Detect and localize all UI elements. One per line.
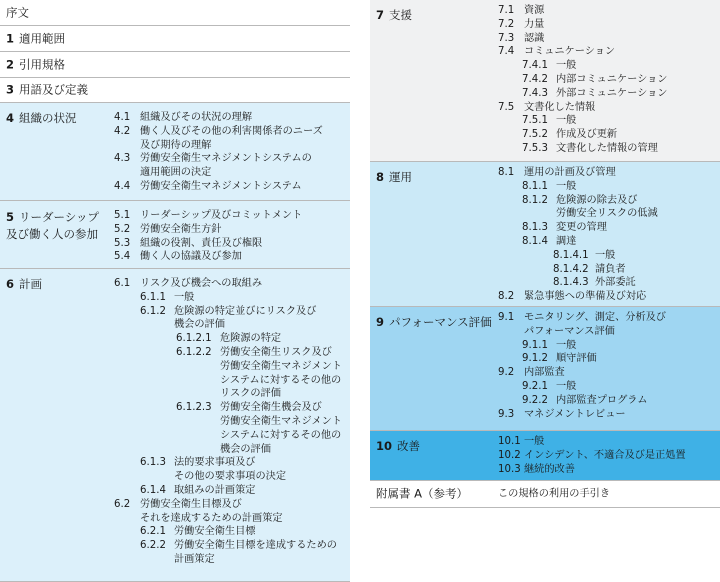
toc-entry <box>522 339 576 352</box>
entry-title: 内部コミュニケーション <box>556 74 668 85</box>
entry-number: 6.1.2.2 <box>176 347 212 358</box>
entry-number: 7.5.1 <box>522 115 548 127</box>
toc-entry <box>553 249 615 262</box>
entry-number: 4.4 <box>114 181 131 192</box>
toc-entry <box>522 194 638 207</box>
entry-title: 力量 <box>524 18 545 30</box>
section-title <box>6 5 29 20</box>
entry-title: 継続的改善 <box>524 463 575 475</box>
entry-title: 内部監査 <box>524 367 565 379</box>
toc-section-preface <box>0 0 350 26</box>
toc-section-s1 <box>0 26 350 52</box>
toc-section-s3 <box>0 78 350 103</box>
entry-number: 9.3 <box>498 408 515 420</box>
toc-entry <box>114 223 222 236</box>
section-number: 4 <box>6 111 15 125</box>
section-title <box>376 8 412 23</box>
section-title <box>6 83 88 98</box>
entry-number: 4.3 <box>114 153 131 165</box>
entry-title: システムに対するその他の <box>220 429 342 441</box>
section-title-text: パフォーマンス評価 <box>389 315 492 329</box>
toc-entry <box>522 352 597 365</box>
entry-number: 9.2.1 <box>522 381 548 392</box>
annex-note: この規格の利用の手引き <box>498 488 611 500</box>
toc-entry <box>176 346 332 359</box>
entry-number: 7.2 <box>498 18 515 30</box>
entry-title: 組織の役割、責任及び権限 <box>140 237 263 249</box>
toc-entry <box>522 207 658 220</box>
toc-entry <box>176 401 322 414</box>
entry-title: 労働安全衛生マネジメントシステムの <box>140 153 312 165</box>
section-number: 9 <box>376 315 385 329</box>
entry-title: 労働安全衛生マネジメント <box>220 416 342 427</box>
entry-title: 請負者 <box>595 263 626 275</box>
entry-title: 文書化した情報 <box>524 101 596 113</box>
section-title <box>6 111 77 126</box>
toc-entry <box>498 166 616 179</box>
entry-number: 8.1.4.2 <box>553 263 589 275</box>
entry-title: 労働安全衛生リスク及び <box>220 347 332 358</box>
toc-section-s4 <box>0 103 350 201</box>
entry-title: 危険源の特定並びにリスク及び <box>174 305 317 317</box>
entry-number: 9.1.1 <box>522 339 548 351</box>
section-title-text: 適用範囲 <box>19 31 66 45</box>
entry-number: 7.1 <box>498 5 515 16</box>
entry-title: 調達 <box>556 236 577 247</box>
section-title-text: 運用 <box>389 170 413 184</box>
entry-title: その他の要求事項の決定 <box>174 471 287 483</box>
entry-number: 5.4 <box>114 251 131 263</box>
toc-entry <box>114 512 283 525</box>
entry-title: 適用範囲の決定 <box>140 167 212 179</box>
entry-title: 労働安全リスクの低減 <box>556 208 658 220</box>
entry-number: 7.5.3 <box>522 143 548 154</box>
entry-title: 法的要求事項及び <box>174 457 256 469</box>
toc-entry <box>114 498 242 511</box>
toc-entry <box>114 166 211 179</box>
entry-number: 9.1 <box>498 312 515 323</box>
toc-entry <box>140 553 215 566</box>
entry-number: 8.1.4 <box>522 236 548 247</box>
toc-entry <box>522 380 576 393</box>
toc-entry <box>498 45 615 58</box>
section-number: 2 <box>6 57 15 71</box>
entry-title: 文書化した情報の管理 <box>556 143 658 154</box>
entry-number: 5.2 <box>114 223 131 235</box>
section-title-line: リーダーシップ <box>19 210 100 224</box>
entry-number: 7.4 <box>498 46 515 58</box>
entry-title: 及び期待の理解 <box>140 139 212 151</box>
toc-entry <box>522 180 576 193</box>
entry-number: 8.2 <box>498 291 515 303</box>
toc-entry <box>176 415 342 428</box>
entry-title: リスクの評価 <box>220 388 281 400</box>
toc-entry <box>553 263 626 276</box>
entry-number: 8.1.1 <box>522 180 548 192</box>
toc-entry <box>522 128 617 141</box>
entry-number: 6.2 <box>114 498 131 510</box>
section-title <box>376 487 468 502</box>
section-title <box>376 170 412 185</box>
toc-entry <box>498 4 544 17</box>
entry-title: モニタリング、測定、分析及び <box>524 312 667 323</box>
entry-number: 9.2.2 <box>522 394 548 406</box>
toc-entry <box>498 311 666 324</box>
toc-section-s8 <box>370 162 720 307</box>
toc-left-column <box>0 0 350 582</box>
section-number: 3 <box>6 82 15 97</box>
entry-title: 労働安全衛生目標を達成するための <box>174 540 337 552</box>
section-title <box>6 209 99 243</box>
entry-title: 計画策定 <box>174 554 215 565</box>
entry-title: 一般 <box>556 339 577 351</box>
toc-entry <box>114 152 312 165</box>
toc-entry <box>114 180 302 193</box>
toc-entry <box>114 111 252 124</box>
toc-entry <box>498 435 544 448</box>
section-title-text: 組織の状況 <box>19 111 77 125</box>
entry-number: 7.5.2 <box>522 129 548 141</box>
toc-entry <box>498 18 544 31</box>
entry-title: パフォーマンス評価 <box>524 325 615 337</box>
toc-entry <box>176 360 342 373</box>
toc-entry <box>114 209 302 222</box>
entry-number: 4.1 <box>114 112 131 123</box>
toc-entry <box>176 387 281 400</box>
section-title <box>6 57 65 72</box>
entry-number: 6.2.2 <box>140 540 166 552</box>
entry-title: 労働安全衛生方針 <box>140 223 222 235</box>
toc-entry <box>114 237 262 250</box>
entry-number: 6.1.1 <box>140 291 166 303</box>
entry-number: 7.3 <box>498 32 515 44</box>
entry-title: 労働安全衛生目標及び <box>140 498 242 510</box>
toc-section-s6 <box>0 269 350 582</box>
entry-title: 緊急事態への準備及び対応 <box>524 291 647 303</box>
toc-entry <box>114 277 262 290</box>
entry-number: 6.1.2.1 <box>176 333 212 345</box>
entry-title: システムに対するその他の <box>220 374 342 386</box>
section-title-line: 及び働く人の参加 <box>6 227 98 241</box>
toc-entry <box>114 139 211 152</box>
entry-title: 働く人の協議及び参加 <box>140 251 242 263</box>
toc-section-s2 <box>0 52 350 78</box>
entry-number: 9.1.2 <box>522 353 548 365</box>
entry-number: 6.2.1 <box>140 526 166 538</box>
entry-number: 6.1.2 <box>140 305 166 317</box>
entry-number: 6.1.3 <box>140 457 166 469</box>
toc-entry <box>140 456 256 469</box>
toc-entry <box>140 305 316 318</box>
toc-entry <box>522 142 658 155</box>
entry-title: 労働安全衛生マネジメントシステム <box>140 181 302 192</box>
entry-title: 認識 <box>524 32 545 44</box>
entry-number: 10.3 <box>498 463 521 475</box>
toc-entry <box>522 221 607 234</box>
entry-title: 一般 <box>556 115 577 127</box>
entry-number: 6.1.2.3 <box>176 402 212 414</box>
entry-number: 7.5 <box>498 101 515 113</box>
toc-entry <box>140 318 225 331</box>
toc-entry <box>522 114 576 127</box>
toc-entry <box>522 59 576 72</box>
entry-title: 危険源の除去及び <box>556 194 638 206</box>
toc-section-s7 <box>370 0 720 162</box>
section-title <box>376 315 492 330</box>
toc-entry <box>140 525 256 538</box>
toc-entry <box>553 276 636 289</box>
toc-entry <box>498 366 565 379</box>
toc-entry <box>522 394 648 407</box>
entry-title: 順守評価 <box>556 353 597 365</box>
toc-entry <box>140 291 194 304</box>
entry-title: リーダーシップ及びコミットメント <box>140 210 303 221</box>
entry-title: 外部委託 <box>595 277 636 289</box>
entry-title: それを達成するための計画策定 <box>140 512 283 524</box>
entry-title: コミュニケーション <box>524 46 616 58</box>
entry-title: 作成及び更新 <box>556 129 618 141</box>
entry-title: 一般 <box>595 249 616 261</box>
entry-title: 外部コミュニケーション <box>556 87 668 99</box>
toc-entry <box>498 408 626 421</box>
section-number: 7 <box>376 8 385 22</box>
entry-number: 8.1.2 <box>522 194 548 206</box>
toc-entry <box>498 290 646 303</box>
entry-number: 10.1 <box>498 436 521 447</box>
entry-number: 7.4.2 <box>522 74 548 85</box>
entry-number: 9.2 <box>498 367 515 379</box>
entry-title: 労働安全衛生目標 <box>174 526 256 538</box>
toc-entry <box>176 443 271 456</box>
entry-title: 一般 <box>174 291 195 303</box>
section-title-text: 改善 <box>397 439 421 453</box>
entry-title: 機会の評価 <box>220 443 271 455</box>
toc-section-s5 <box>0 201 350 269</box>
entry-number: 4.2 <box>114 125 131 137</box>
entry-number: 8.1.4.1 <box>553 249 589 261</box>
entry-title: マネジメントレビュー <box>524 408 626 420</box>
toc-entry <box>114 125 323 138</box>
toc-entry <box>522 235 576 248</box>
entry-title: 資源 <box>524 5 545 16</box>
entry-number: 5.3 <box>114 237 131 249</box>
entry-title: 内部監査プログラム <box>556 394 648 406</box>
entry-title: 労働安全衛生機会及び <box>220 402 322 414</box>
entry-title: 一般 <box>556 180 577 192</box>
entry-title: 機会の評価 <box>174 319 225 331</box>
entry-title: 危険源の特定 <box>220 333 282 345</box>
entry-title: 変更の管理 <box>556 222 607 234</box>
entry-title: 一般 <box>556 60 577 72</box>
toc-section-s10 <box>370 431 720 481</box>
section-number: 8 <box>376 170 385 184</box>
toc-entry <box>176 374 341 387</box>
entry-number: 6.1.4 <box>140 485 166 496</box>
toc-entry <box>498 449 686 462</box>
entry-number: 8.1.3 <box>522 222 548 234</box>
entry-number: 10.2 <box>498 449 521 461</box>
toc-entry <box>498 101 595 114</box>
toc-entry <box>522 73 667 86</box>
entry-number: 8.1 <box>498 167 515 178</box>
entry-title: 働く人及びその他の利害関係者のニーズ <box>140 125 323 137</box>
section-title <box>6 277 42 292</box>
toc-entry <box>140 539 337 552</box>
entry-title: リスク及び機会への取組み <box>140 278 263 289</box>
section-number: 6 <box>6 277 15 291</box>
toc-entry <box>140 484 256 497</box>
entry-title: 一般 <box>556 381 577 392</box>
toc-section-s9 <box>370 307 720 431</box>
entry-number: 7.4.1 <box>522 60 548 72</box>
entry-title: 組織及びその状況の理解 <box>140 112 253 123</box>
section-number: 10 <box>376 439 393 453</box>
toc-entry <box>114 250 242 263</box>
toc-entry <box>498 325 615 338</box>
section-title-text: 序文 <box>6 5 29 19</box>
entry-title: 運用の計画及び管理 <box>524 167 616 178</box>
entry-title: インシデント、不適合及び是正処置 <box>524 449 686 461</box>
section-title-text: 用語及び定義 <box>19 82 89 97</box>
section-number: 5 <box>6 210 15 224</box>
toc-entry <box>498 32 544 45</box>
section-title-text: 附属書 A（参考） <box>376 486 469 501</box>
section-number: 1 <box>6 31 15 45</box>
section-title <box>376 439 420 454</box>
entry-number: 6.1 <box>114 278 131 289</box>
toc-entry <box>498 463 575 476</box>
section-title-text: 支援 <box>389 8 413 22</box>
toc-entry <box>176 332 281 345</box>
toc-right-column <box>370 0 720 508</box>
section-title-text: 計画 <box>19 277 43 291</box>
section-title-text: 引用規格 <box>19 57 66 71</box>
section-title <box>6 31 65 46</box>
entry-number: 7.4.3 <box>522 87 548 99</box>
entry-title: 一般 <box>524 436 545 447</box>
entry-number: 5.1 <box>114 210 131 221</box>
entry-title: 取組みの計画策定 <box>174 485 256 496</box>
toc-section-annex <box>370 481 720 508</box>
entry-title: 労働安全衛生マネジメント <box>220 360 342 372</box>
toc-entry <box>522 87 667 100</box>
toc-entry <box>140 470 286 483</box>
entry-number: 8.1.4.3 <box>553 277 589 289</box>
toc-entry <box>176 429 341 442</box>
